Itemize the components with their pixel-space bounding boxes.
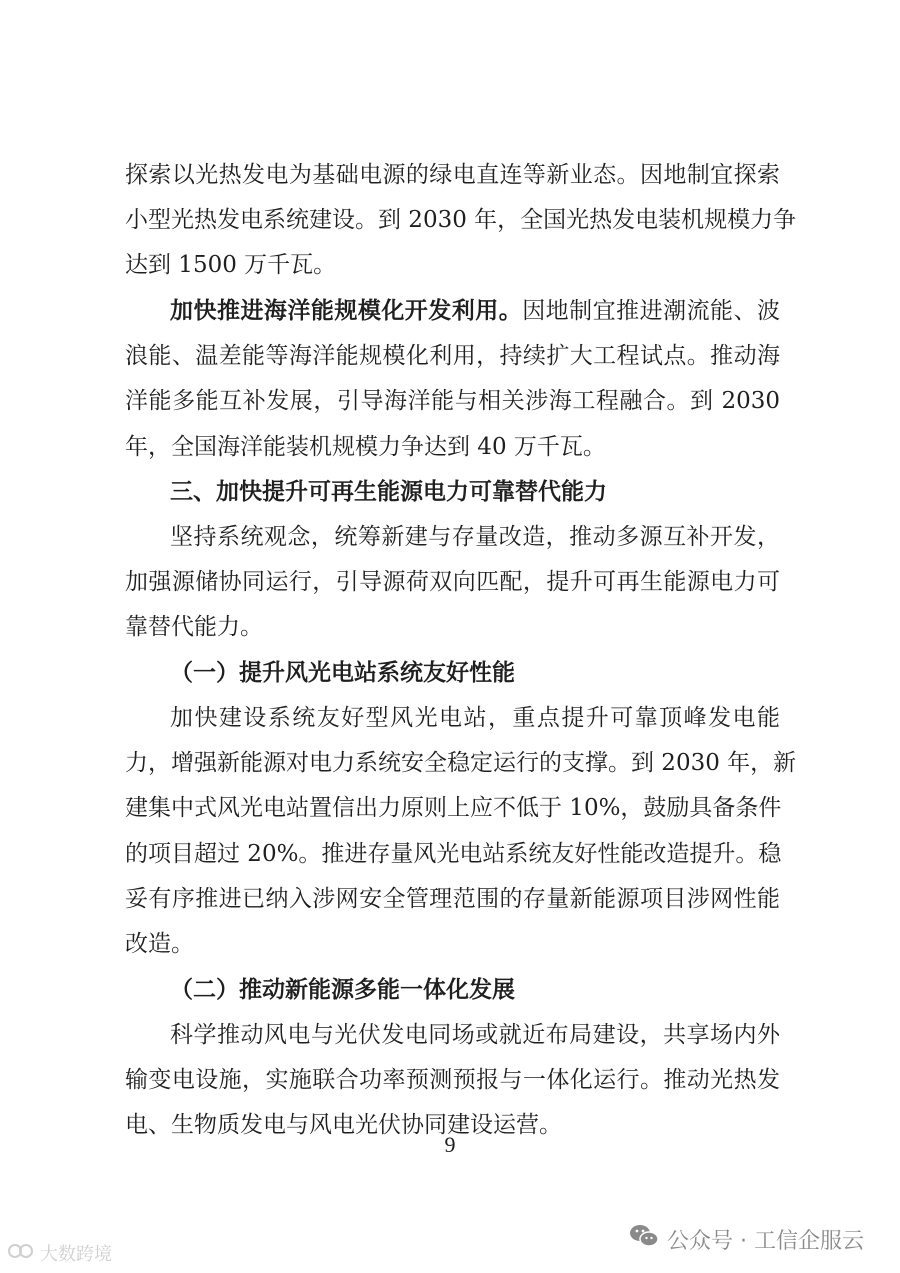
bold-lead-text: 加快推进海洋能规模化开发利用。 [170, 298, 523, 324]
line-text: 因地制宜推进潮流能、波 [522, 298, 781, 324]
paragraph-line: 小型光热发电系统建设。到 2030 年，全国光热发电装机规模力争 [125, 207, 797, 233]
paragraph-line: 年，全国海洋能装机规模力争达到 40 万千瓦。 [125, 434, 606, 460]
paragraph-line [170, 296, 780, 326]
paragraph-line: 坚持系统观念，统筹新建与存量改造，推动多源互补开发， [170, 524, 780, 550]
paragraph-line: 加强源储协同运行，引导源荷双向匹配，提升可再生能源电力可 [125, 569, 780, 595]
paragraph-line: 建集中式风光电站置信出力原则上应不低于 10%，鼓励具备条件 [125, 795, 782, 821]
watermark-left [6, 1240, 112, 1266]
subsection-heading: （一）提升风光电站系统友好性能 [170, 660, 515, 686]
watermark-right [629, 1223, 864, 1255]
watermark-right-text: 公众号 · 工信企服云 [667, 1228, 864, 1254]
paragraph-line: 输变电设施，实施联合功率预测预报与一体化运行。推动光热发 [125, 1067, 780, 1093]
watermark-left-text: 大数跨境 [40, 1244, 112, 1265]
paragraph-line: 科学推动风电与光伏发电同场或就近布局建设，共享场内外 [170, 1022, 780, 1048]
paragraph-line: 改造。 [125, 931, 194, 957]
paragraph-line: 探索以光热发电为基础电源的绿电直连等新业态。因地制宜探索 [125, 162, 780, 188]
section-heading: 三、加快提升可再生能源电力可靠替代能力 [170, 479, 607, 505]
paragraph-line: 加快建设系统友好型风光电站，重点提升可靠顶峰发电能 [170, 705, 780, 731]
subsection-heading: （二）推动新能源多能一体化发展 [170, 977, 515, 1003]
paragraph-line: 力，增强新能源对电力系统安全稳定运行的支撑。到 2030 年，新 [125, 750, 797, 776]
paragraph-line: 达到 1500 万千瓦。 [125, 252, 337, 278]
paragraph-line: 洋能多能互补发展，引导海洋能与相关涉海工程融合。到 2030 [125, 388, 780, 414]
paragraph-line: 浪能、温差能等海洋能规模化利用，持续扩大工程试点。推动海 [125, 343, 780, 369]
link-icon [6, 1242, 36, 1265]
paragraph-line: 电、生物质发电与风电光伏协同建设运营。 [125, 1112, 562, 1138]
paragraph-line: 靠替代能力。 [125, 614, 263, 640]
paragraph-line: 的项目超过 20%。推进存量风光电站系统友好性能改造提升。稳 [125, 841, 782, 867]
page-number: 9 [444, 1132, 456, 1157]
paragraph-line: 妥有序推进已纳入涉网安全管理范围的存量新能源项目涉网性能 [125, 886, 780, 912]
wechat-icon [629, 1223, 659, 1255]
